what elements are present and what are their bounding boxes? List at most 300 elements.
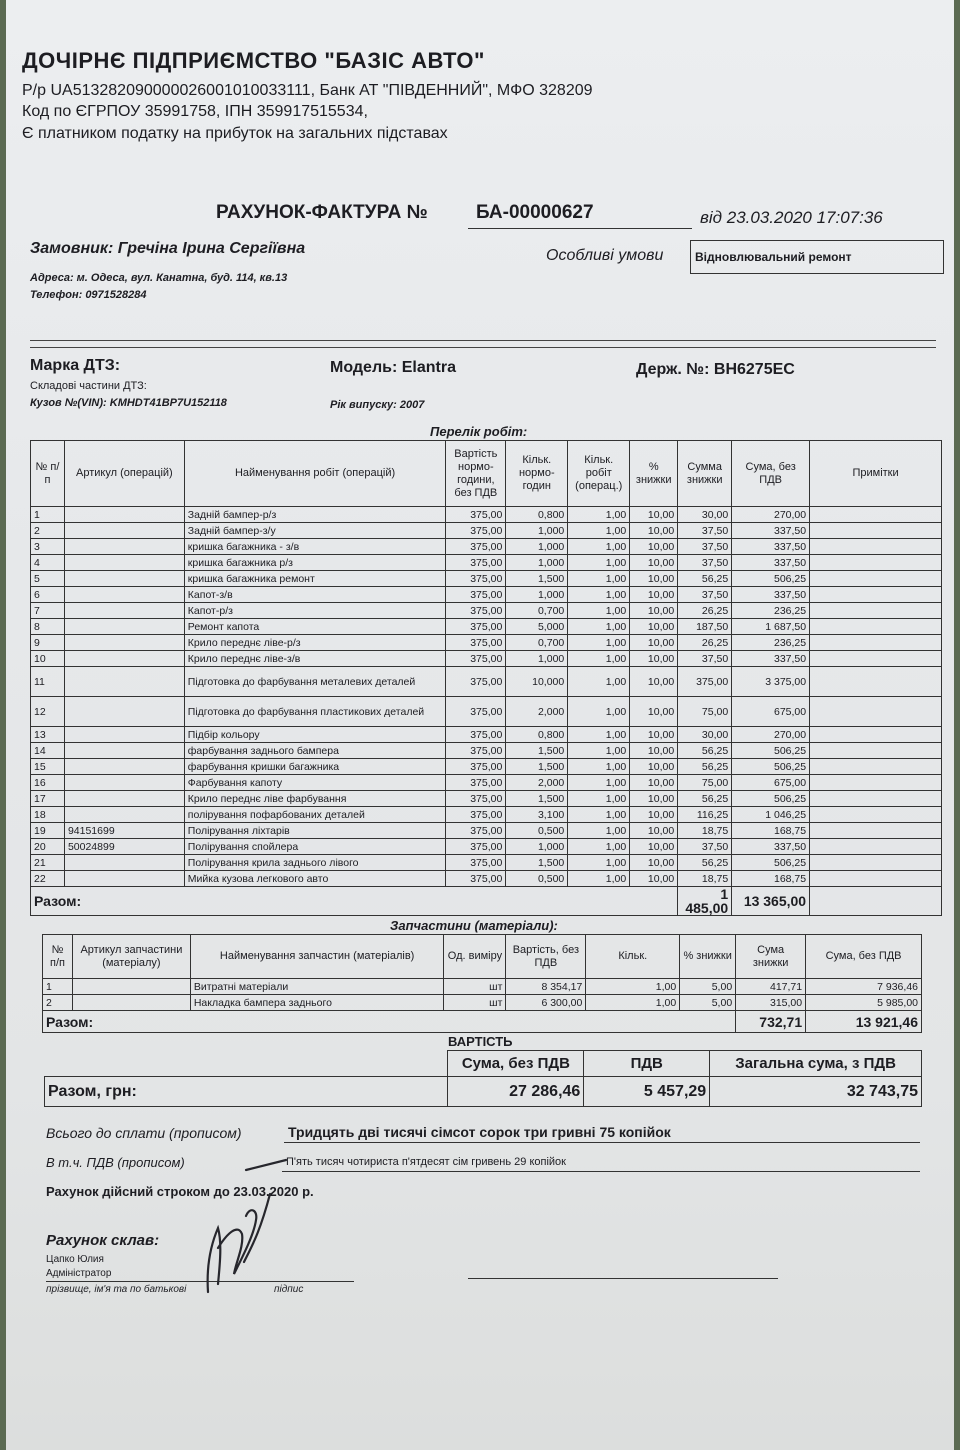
works-cell: 1 [31,507,65,523]
company-codes: Код по ЄГРПОУ 35991758, ІПН 359917515534, [22,103,368,120]
works-cell: 337,50 [732,587,810,603]
works-cell: 56,25 [678,571,732,587]
works-cell [810,603,942,619]
works-cell [810,619,942,635]
signature-icon [186,1150,296,1300]
parts-cell: 2 [43,995,73,1011]
works-cell: фарбування кришки багажника [184,759,446,775]
works-cell: кришка багажника р/з [184,555,446,571]
works-header: № п/п [31,441,65,507]
words-value: Тридцять дві тисячі сімсот сорок три гривні 75 копійок [288,1124,671,1140]
works-header: Сума, без ПДВ [732,441,810,507]
works-cell: 10,00 [630,807,678,823]
works-cell: 1,00 [568,651,630,667]
works-cell: 506,25 [732,855,810,871]
works-cell: 37,50 [678,651,732,667]
works-cell: 10,00 [630,775,678,791]
works-cell: 3,100 [506,807,568,823]
invoice-date: від 23.03.2020 17:07:36 [700,208,883,227]
works-row [31,823,942,839]
works-cell [64,855,184,871]
works-cell: Підготовка до фарбування пластикових деталей [184,697,446,727]
customer-name: Замовник: Гречіна Ірина Сергіївна [30,240,306,257]
parts-header: Артикул запчастини (матеріалу) [72,935,190,979]
works-cell: 375,00 [446,555,506,571]
works-header: % знижки [630,441,678,507]
works-cell: 506,25 [732,791,810,807]
works-cell: 10,00 [630,759,678,775]
works-cell: 270,00 [732,727,810,743]
works-cell [64,635,184,651]
works-cell [810,651,942,667]
works-header: Вартість нормо-години, без ПДВ [446,441,506,507]
works-cell: 1,00 [568,791,630,807]
works-cell [810,855,942,871]
works-cell: 375,00 [446,587,506,603]
works-cell: 10,00 [630,667,678,697]
works-cell: 506,25 [732,571,810,587]
works-cell [810,571,942,587]
works-cell: Підбір кольору [184,727,446,743]
conditions-box: Відновлювальний ремонт [690,240,944,274]
works-cell: 375,00 [446,539,506,555]
works-cell: 375,00 [446,697,506,727]
works-cell: 337,50 [732,539,810,555]
works-row [31,807,942,823]
works-cell: Задній бампер-з/у [184,523,446,539]
works-cell: 1,00 [568,807,630,823]
works-cell: 375,00 [446,523,506,539]
vat-words-value: П'ять тисяч чотириста п'ятдесят сім гривень 29 копійок [286,1156,566,1168]
works-total-empty [810,887,942,916]
works-cell [810,807,942,823]
works-cell: 375,00 [446,507,506,523]
parts-table [42,934,922,1033]
works-cell: 22 [31,871,65,887]
works-row [31,523,942,539]
works-cell: Полірування ліхтарів [184,823,446,839]
parts-total-sum: 13 921,46 [806,1011,922,1033]
works-cell [810,823,942,839]
works-cell: 375,00 [446,603,506,619]
totals-value-row [45,1077,922,1107]
works-cell: 11 [31,667,65,697]
works-cell [64,603,184,619]
works-row [31,571,942,587]
works-cell: 10,00 [630,743,678,759]
parts-cell: 8 354,17 [506,979,586,995]
parts-header: Сума знижки [736,935,806,979]
works-cell: Ремонт капота [184,619,446,635]
works-cell [810,667,942,697]
works-cell: Капот-р/з [184,603,446,619]
parts-row [43,979,922,995]
works-cell: 10,00 [630,587,678,603]
works-cell: 270,00 [732,507,810,523]
works-cell: 1,000 [506,523,568,539]
works-cell: 9 [31,635,65,651]
parts-cell: Витратні матеріали [190,979,444,995]
works-cell [64,619,184,635]
works-cell [64,539,184,555]
works-cell: 10,000 [506,667,568,697]
works-cell: 94151699 [64,823,184,839]
works-body [31,507,942,887]
works-cell: 1,500 [506,743,568,759]
works-cell: 8 [31,619,65,635]
works-total-discount: 1 485,00 [678,887,732,916]
works-cell: 7 [31,603,65,619]
works-cell: фарбування заднього бампера [184,743,446,759]
totals-table [44,1050,922,1107]
works-cell: 0,800 [506,507,568,523]
works-cell [64,667,184,697]
works-cell: 37,50 [678,539,732,555]
works-row [31,871,942,887]
works-cell: 26,25 [678,603,732,619]
works-cell: 1,00 [568,727,630,743]
works-cell: 168,75 [732,871,810,887]
works-cell [64,727,184,743]
works-cell: Задній бампер-р/з [184,507,446,523]
works-table [30,440,942,916]
parts-body [43,979,922,1011]
works-cell: 1 687,50 [732,619,810,635]
works-cell: 1,00 [568,839,630,855]
separator-line [30,340,936,341]
works-cell: 20 [31,839,65,855]
works-cell [810,507,942,523]
works-cell: 236,25 [732,603,810,619]
parts-header: Найменування запчастин (матеріалів) [190,935,444,979]
works-cell [64,759,184,775]
works-cell [64,743,184,759]
works-cell [64,523,184,539]
totals-empty-header [45,1051,448,1077]
works-cell: 10,00 [630,523,678,539]
works-cell: 375,00 [678,667,732,697]
works-cell: 1,00 [568,619,630,635]
works-cell [810,871,942,887]
works-cell: Крило переднє ліве-р/з [184,635,446,651]
works-row [31,651,942,667]
parts-header: № п/п [43,935,73,979]
works-cell: 375,00 [446,807,506,823]
works-cell [810,523,942,539]
works-cell: 1,000 [506,555,568,571]
works-cell: 375,00 [446,871,506,887]
works-row [31,791,942,807]
works-cell [64,651,184,667]
works-cell: 2 [31,523,65,539]
works-cell: 3 [31,539,65,555]
works-cell [64,555,184,571]
works-row [31,667,942,697]
works-cell [64,507,184,523]
works-cell: 10,00 [630,539,678,555]
works-cell: 56,25 [678,855,732,871]
parts-header: Од. виміру [444,935,506,979]
parts-cell: 417,71 [736,979,806,995]
totals-caption: ВАРТІСТЬ [448,1034,513,1049]
works-cell: Підготовка до фарбування металевих деталей [184,667,446,697]
works-cell: 375,00 [446,635,506,651]
vehicle-vin: Кузов №(VIN): KMHDT41BP7U152118 [30,397,227,409]
works-cell: 337,50 [732,555,810,571]
works-cell: 56,25 [678,791,732,807]
totals-header-vat: ПДВ [584,1051,710,1077]
totals-header-sum: Сума, без ПДВ [448,1051,584,1077]
company-name: ДОЧІРНЄ ПІДПРИЄМСТВО "БАЗІС АВТО" [22,48,485,73]
works-cell: 1,500 [506,759,568,775]
works-cell: 37,50 [678,587,732,603]
works-cell: 10,00 [630,507,678,523]
works-cell: 1,00 [568,823,630,839]
works-cell [810,759,942,775]
works-cell: 10,00 [630,839,678,855]
works-cell: 0,500 [506,871,568,887]
author-name: Цапко Юлия [46,1254,104,1265]
works-cell: 19 [31,823,65,839]
works-header: Кільк. нормо-годин [506,441,568,507]
works-cell: 18 [31,807,65,823]
vat-words-label: В т.ч. ПДВ (прописом) [46,1155,185,1170]
parts-cell [72,979,190,995]
works-cell: 1,000 [506,651,568,667]
invoice-number: БА-00000627 [476,202,594,223]
vehicle-year: Рік випуску: 2007 [330,399,425,411]
works-cell: 10,00 [630,555,678,571]
works-cell: 30,00 [678,727,732,743]
works-header: Кільк. робіт (операц.) [568,441,630,507]
works-cell: 10 [31,651,65,667]
parts-cell: 6 300,00 [506,995,586,1011]
works-cell [810,727,942,743]
works-cell: 1,00 [568,871,630,887]
separator-line [30,347,936,348]
works-cell: 18,75 [678,871,732,887]
works-cell: 337,50 [732,523,810,539]
words-underline [284,1142,920,1143]
works-cell: 1,00 [568,539,630,555]
works-cell: 236,25 [732,635,810,651]
works-cell: 506,25 [732,759,810,775]
works-header: Примітки [810,441,942,507]
works-total-row [31,887,942,916]
works-cell [810,539,942,555]
parts-cell: 7 936,46 [806,979,922,995]
works-cell: 14 [31,743,65,759]
works-row [31,635,942,651]
works-cell: 10,00 [630,603,678,619]
works-cell: 56,25 [678,743,732,759]
works-cell: 10,00 [630,855,678,871]
valid-until: Рахунок дійсний строком до 23.03.2020 р. [46,1184,314,1199]
works-row [31,539,942,555]
works-cell: 50024899 [64,839,184,855]
works-cell: 10,00 [630,791,678,807]
parts-header: Кільк. [586,935,680,979]
works-cell: 13 [31,727,65,743]
works-row [31,587,942,603]
vehicle-plate: Держ. №: ВН6275ЕС [636,361,795,378]
works-cell [64,697,184,727]
works-cell [810,635,942,651]
works-cell: 56,25 [678,759,732,775]
works-cell: 0,500 [506,823,568,839]
works-cell: Мийка кузова легкового авто [184,871,446,887]
works-cell: 37,50 [678,839,732,855]
author-role: Адміністратор [46,1268,112,1279]
works-cell: 10,00 [630,635,678,651]
works-cell: 375,00 [446,619,506,635]
works-cell: 375,00 [446,775,506,791]
parts-cell: шт [444,979,506,995]
works-cell: Полірування спойлера [184,839,446,855]
works-cell: 10,00 [630,871,678,887]
parts-total-discount: 732,71 [736,1011,806,1033]
works-row [31,697,942,727]
works-row [31,555,942,571]
works-cell: 1,00 [568,507,630,523]
parts-caption: Запчастини (матеріали): [390,918,558,933]
works-cell: 6 [31,587,65,603]
second-signature-line [468,1278,778,1279]
works-row [31,619,942,635]
parts-total-label: Разом: [43,1011,736,1033]
works-cell: 21 [31,855,65,871]
works-cell: 5,000 [506,619,568,635]
works-cell: 1,00 [568,667,630,697]
parts-cell: 5,00 [680,995,736,1011]
works-cell: 2,000 [506,697,568,727]
works-cell: 2,000 [506,775,568,791]
works-cell: 375,00 [446,839,506,855]
works-cell: 26,25 [678,635,732,651]
parts-cell: 1,00 [586,995,680,1011]
works-cell: 337,50 [732,651,810,667]
works-cell: 1,000 [506,839,568,855]
works-cell: 375,00 [446,759,506,775]
works-cell [64,807,184,823]
works-cell: 16 [31,775,65,791]
works-cell: 17 [31,791,65,807]
works-row [31,743,942,759]
works-cell: 30,00 [678,507,732,523]
works-cell: 75,00 [678,697,732,727]
works-caption: Перелік робіт: [430,424,528,439]
works-cell [64,571,184,587]
conditions-label: Особливі умови [546,247,664,264]
works-cell [64,775,184,791]
parts-cell: шт [444,995,506,1011]
works-cell: 1,000 [506,587,568,603]
works-cell: 1,500 [506,855,568,871]
works-cell [810,587,942,603]
works-cell: Крило переднє ліве фарбування [184,791,446,807]
works-cell: 375,00 [446,855,506,871]
works-cell: 10,00 [630,651,678,667]
works-cell: 375,00 [446,667,506,697]
works-header: Артикул (операцій) [64,441,184,507]
works-cell: 10,00 [630,619,678,635]
works-cell: 375,00 [446,743,506,759]
works-cell: 18,75 [678,823,732,839]
works-cell: 1,500 [506,571,568,587]
works-total-sum: 13 365,00 [732,887,810,916]
works-cell: 506,25 [732,743,810,759]
works-cell: кришка багажника - з/в [184,539,446,555]
totals-sum: 27 286,46 [448,1077,584,1107]
parts-header: Вартість, без ПДВ [506,935,586,979]
parts-cell: 315,00 [736,995,806,1011]
name-caption: прізвище, ім'я та по батькові [46,1284,187,1295]
parts-row [43,995,922,1011]
words-label: Всього до сплати (прописом) [46,1125,242,1141]
works-cell [64,791,184,807]
invoice-title: РАХУНОК-ФАКТУРА № [216,202,428,223]
works-cell: 375,00 [446,823,506,839]
works-cell: 1,00 [568,555,630,571]
works-row [31,727,942,743]
works-cell: 1,00 [568,571,630,587]
works-cell: 1 046,25 [732,807,810,823]
works-cell: 187,50 [678,619,732,635]
works-cell: Капот-з/в [184,587,446,603]
works-cell: 10,00 [630,727,678,743]
works-cell [64,871,184,887]
company-tax: Є платником податку на прибуток на загальних підставах [22,125,448,142]
invoice-paper [6,0,954,1450]
totals-grand: 32 743,75 [710,1077,922,1107]
works-cell: 1,00 [568,743,630,759]
works-cell: 10,00 [630,571,678,587]
works-row [31,603,942,619]
totals-label: Разом, грн: [45,1077,448,1107]
works-header: Найменування робіт (операцій) [184,441,446,507]
parts-header: Сума, без ПДВ [806,935,922,979]
totals-header-grand: Загальна сума, з ПДВ [710,1051,922,1077]
works-cell: 10,00 [630,823,678,839]
works-cell: 675,00 [732,697,810,727]
company-bank: Р/р UA513282090000026001010033111, Банк АТ "ПІВДЕННИЙ", МФО 328209 [22,82,593,99]
works-cell: 0,800 [506,727,568,743]
works-cell [810,791,942,807]
works-cell: 1,00 [568,697,630,727]
works-cell: 0,700 [506,603,568,619]
works-cell: 12 [31,697,65,727]
works-cell [810,697,942,727]
parts-cell: Накладка бампера заднього [190,995,444,1011]
totals-vat: 5 457,29 [584,1077,710,1107]
works-cell: 375,00 [446,791,506,807]
works-row [31,759,942,775]
customer-address: Адреса: м. Одеса, вул. Канатна, буд. 114, кв.13 [30,272,288,284]
works-cell: 1,00 [568,523,630,539]
parts-cell [72,995,190,1011]
number-underline [468,228,692,229]
works-cell: 375,00 [446,727,506,743]
author-label: Рахунок склав: [46,1232,160,1249]
works-cell: 5 [31,571,65,587]
works-cell: 1,00 [568,855,630,871]
works-cell: кришка багажника ремонт [184,571,446,587]
works-cell: 1,500 [506,791,568,807]
vat-underline [282,1171,920,1172]
works-cell: 1,00 [568,759,630,775]
works-cell: Фарбування капоту [184,775,446,791]
vehicle-parts-label: Складові частини ДТЗ: [30,380,147,392]
